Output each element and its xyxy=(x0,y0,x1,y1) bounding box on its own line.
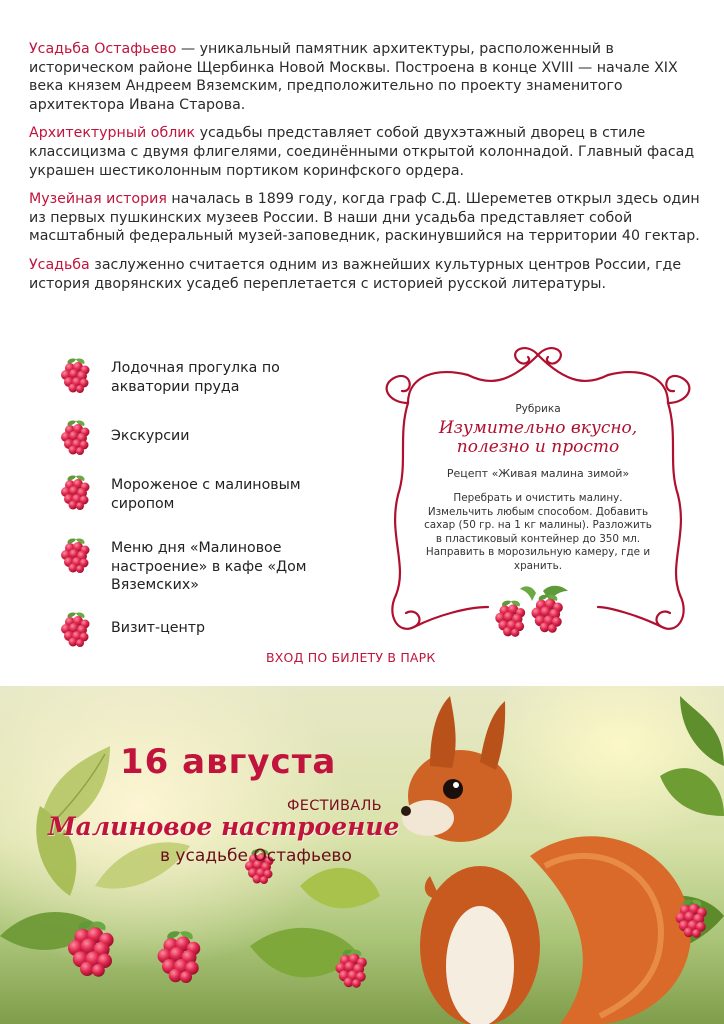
festival-banner xyxy=(0,686,724,1024)
intro-body: усадьбы представляет собой двухэтажный дворец в стиле классицизма с двумя флигелями, соединёнными открытой колоннадой. Главный фасад украшен шестиколонным портиком коринфского ордера. xyxy=(29,125,695,179)
raspberry-icon xyxy=(56,609,96,649)
intro-body: заслуженно считается одним из важнейших культурных центров России, где история дворянских усадеб переплетается с историей русской литературы. xyxy=(29,256,682,292)
recipe-rubric: Рубрика xyxy=(515,403,561,415)
festival-label: ФЕСТИВАЛЬ xyxy=(287,798,382,814)
intro-paragraph xyxy=(29,256,709,293)
intro-highlight: Усадьба xyxy=(29,256,90,273)
intro-paragraph xyxy=(29,40,709,114)
recipe-title-line: Изумительно вкусно, xyxy=(438,418,638,438)
feature-label: Визит-центр xyxy=(111,620,206,636)
intro-paragraph xyxy=(29,124,709,180)
recipe-title xyxy=(368,419,708,457)
feature-label: Меню дня «Малиновое настроение» в кафе «Дом Вяземских» xyxy=(111,540,307,593)
recipe-name: Рецепт «Живая малина зимой» xyxy=(446,467,630,480)
intro-text xyxy=(29,40,709,303)
banner-illustration xyxy=(0,686,724,1024)
recipe-card xyxy=(368,345,708,645)
raspberries-illustration xyxy=(488,583,578,641)
festival-date: 16 августа xyxy=(120,742,337,782)
intro-body: началась в 1899 году, когда граф С.Д. Шереметев открыл здесь один из первых пушкинских музеев России. В наши дни усадьба представляет собой масштабный федеральный музей-заповедник, раскинувшийся на территории 40 гектар. xyxy=(29,191,700,245)
ticket-note: ВХОД ПО БИЛЕТУ В ПАРК xyxy=(266,650,436,665)
intro-highlight: Музейная история xyxy=(29,191,167,208)
intro-body: — уникальный памятник архитектуры, расположенный в историческом районе Щербинка Новой Москвы. Построена в конце XVIII — начале XIX века князем Андреем Вяземским, предположительно по проекту знаменитого архитектора Ивана Старова. xyxy=(29,41,678,113)
intro-paragraph xyxy=(29,190,709,246)
raspberry-icon xyxy=(56,472,96,512)
feature-label: Мороженое с малиновым сиропом xyxy=(111,477,301,512)
feature-label: Экскурсии xyxy=(111,428,190,444)
raspberry-icon xyxy=(56,535,96,575)
festival-subtitle: в усадьбе Остафьево xyxy=(160,846,352,866)
intro-highlight: Архитектурный облик xyxy=(29,125,196,142)
recipe-steps: Перебрать и очистить малину. Измельчить любым способом. Добавить сахар (50 гр. на 1 кг малины). Разложить в пластиковый контейнер до 350 мл. Направить в морозильную камеру, где и хранить. xyxy=(424,492,652,572)
recipe-title-line: полезно и просто xyxy=(456,437,620,457)
raspberry-icon xyxy=(56,355,96,395)
festival-title: Малиновое настроение xyxy=(48,812,400,841)
feature-label: Лодочная прогулка по акватории пруда xyxy=(111,360,280,395)
squirrel-illustration xyxy=(401,696,691,1024)
raspberry-icon xyxy=(56,417,96,457)
intro-highlight: Усадьба Остафьево xyxy=(29,41,177,57)
